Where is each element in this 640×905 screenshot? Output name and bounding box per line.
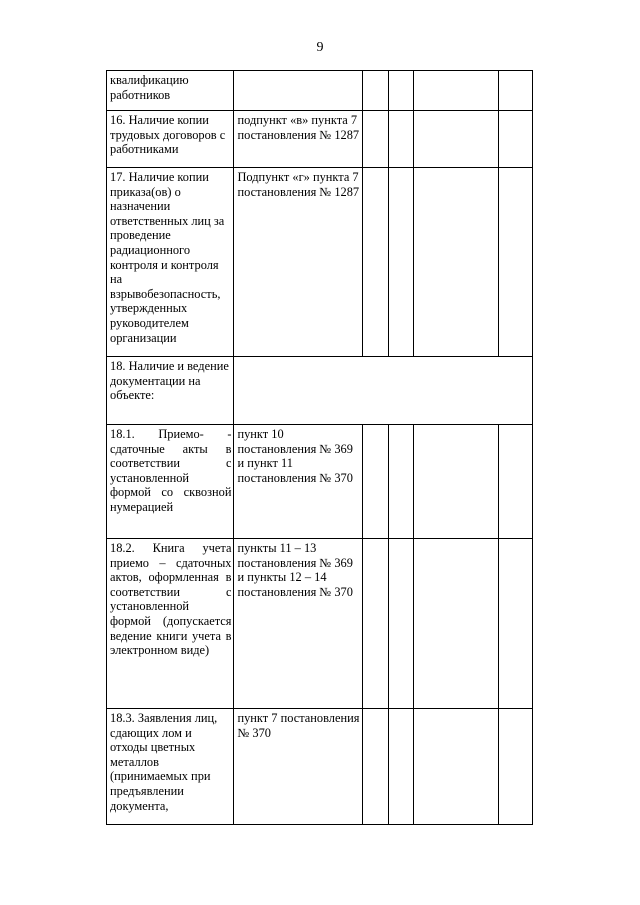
empty-cell <box>363 168 389 357</box>
merged-cell <box>234 357 533 425</box>
empty-cell <box>499 168 533 357</box>
checklist-table <box>106 70 533 825</box>
empty-cell <box>389 425 414 539</box>
table-row <box>107 709 533 825</box>
requirement-cell: 18.3. Заявления лиц, сдающих лом и отходы цветных металлов (принимаемых при предъявлении документа, <box>107 709 234 825</box>
empty-cell <box>414 709 499 825</box>
empty-cell <box>363 425 389 539</box>
empty-cell <box>389 71 414 111</box>
empty-cell <box>414 111 499 168</box>
requirement-cell: 17. Наличие копии приказа(ов) о назначении ответственных лиц за проведение радиационного контроля и контроля на взрывобезопасность, утвержденных руководителем организации <box>107 168 234 357</box>
requirement-cell: 18.1. Приемо- - сдаточные акты в соответствии с установленной формой со сквозной нумерацией <box>107 425 234 539</box>
empty-cell <box>499 709 533 825</box>
reference-cell: Подпункт «г» пункта 7 постановления № 1287 <box>234 168 363 357</box>
requirement-cell: квалификацию работников <box>107 71 234 111</box>
reference-cell <box>234 71 363 111</box>
page-number: 9 <box>316 40 324 55</box>
empty-cell <box>363 709 389 825</box>
table-row <box>107 111 533 168</box>
reference-cell: пункты 11 – 13 постановления № 369 и пункты 12 – 14 постановления № 370 <box>234 539 363 709</box>
reference-cell: подпункт «в» пункта 7 постановления № 1287 <box>234 111 363 168</box>
requirement-cell: 18.2. Книга учета приемо – сдаточных актов, оформленная в соответствии с установленной формой (допускается ведение книги учета в электронном виде) <box>107 539 234 709</box>
empty-cell <box>499 425 533 539</box>
empty-cell <box>389 709 414 825</box>
empty-cell <box>414 539 499 709</box>
reference-cell: пункт 10 постановления № 369 и пункт 11 постановления № 370 <box>234 425 363 539</box>
reference-cell: пункт 7 постановления № 370 <box>234 709 363 825</box>
empty-cell <box>499 539 533 709</box>
empty-cell <box>389 539 414 709</box>
empty-cell <box>499 71 533 111</box>
empty-cell <box>389 168 414 357</box>
empty-cell <box>414 425 499 539</box>
table-row <box>107 425 533 539</box>
empty-cell <box>499 111 533 168</box>
empty-cell <box>363 539 389 709</box>
empty-cell <box>414 71 499 111</box>
table-row <box>107 357 533 425</box>
requirement-cell: 18. Наличие и ведение документации на объекте: <box>107 357 234 425</box>
empty-cell <box>414 168 499 357</box>
table-row <box>107 168 533 357</box>
empty-cell <box>363 111 389 168</box>
empty-cell <box>389 111 414 168</box>
table-row <box>107 71 533 111</box>
requirement-cell: 16. Наличие копии трудовых договоров с работниками <box>107 111 234 168</box>
table-row <box>107 539 533 709</box>
empty-cell <box>363 71 389 111</box>
